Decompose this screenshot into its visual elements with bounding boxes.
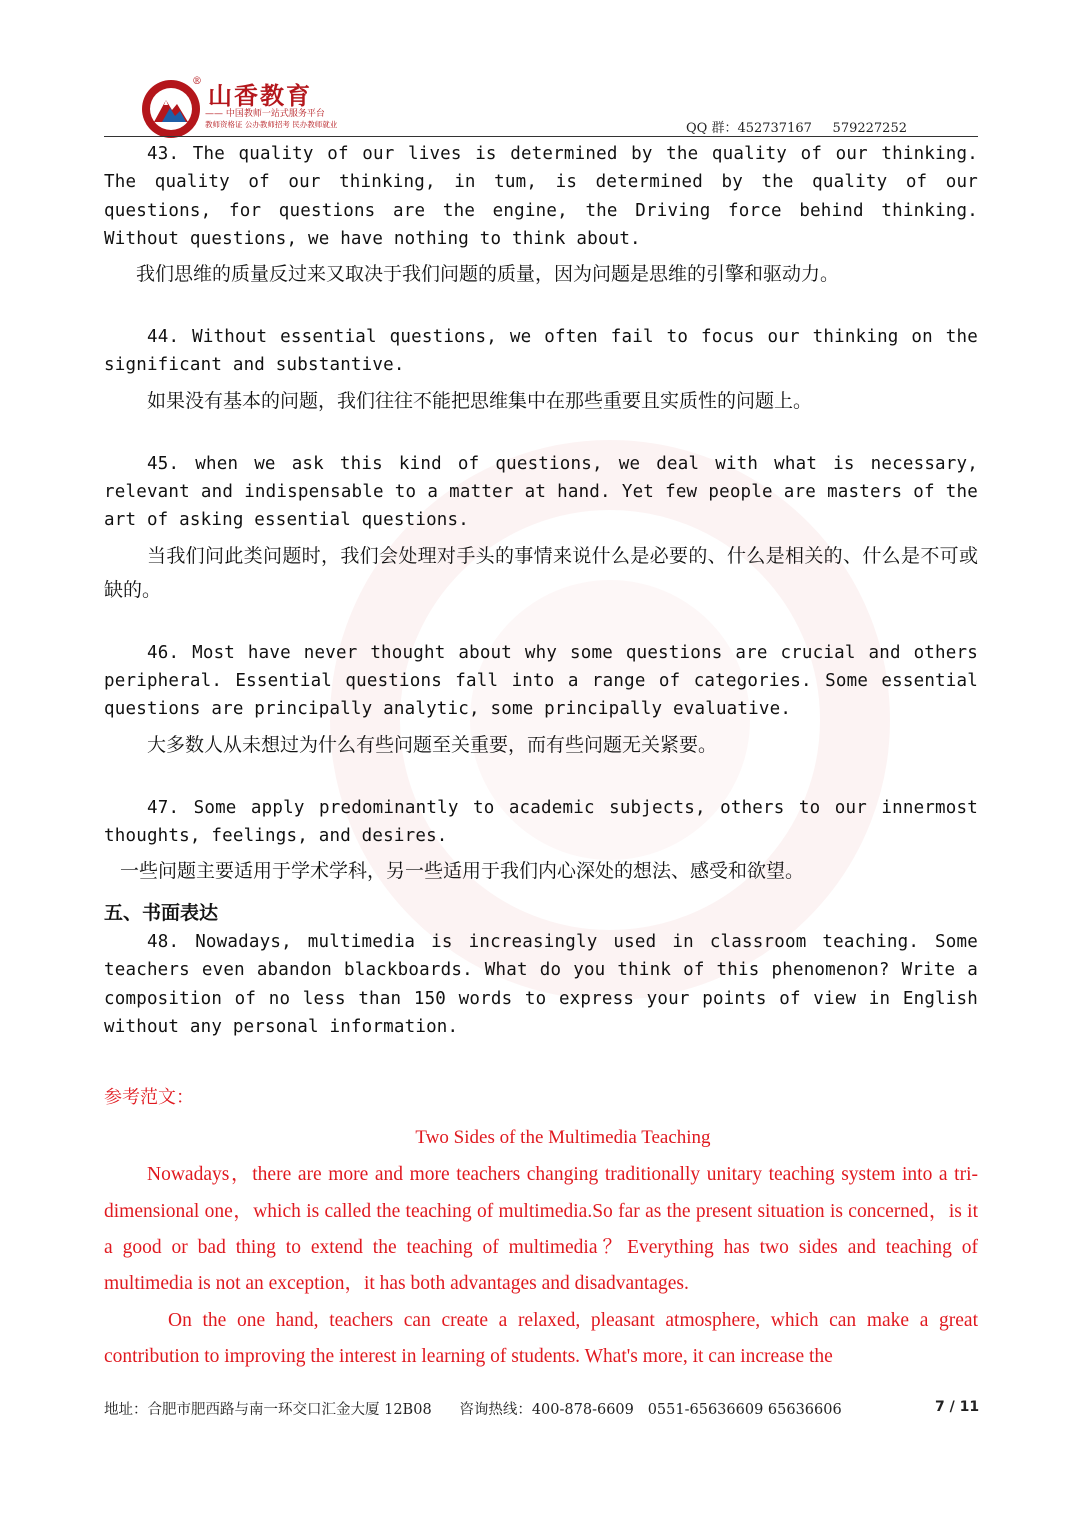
question-text-en: 45. when we ask this kind of questions, we deal with what is necessary, relevant and indispensable to a matter at hand. Yet few people are masters of the art of asking essential questions.	[104, 453, 978, 531]
footer-address: 地址：合肥市肥西路与南一环交口汇金大厦 12B08 咨询热线：400-878-6609 0551-65636609 65636606	[104, 1402, 842, 1418]
spacer	[104, 607, 978, 639]
question-text-en: 47. Some apply predominantly to academic subjects, others to our innermost thoughts, feelings, and desires.	[104, 797, 978, 846]
writing-prompt: 48. Nowadays, multimedia is increasingly used in classroom teaching. Some teachers even abandon blackboards. What do you think of this phenomenon? Write a composition of no less than 150 words to express your points of view in English without any personal information.	[104, 932, 978, 1038]
question-43	[104, 140, 978, 291]
essay-title: Two Sides of the Multimedia Teaching	[415, 1127, 711, 1149]
reference-label: 参考范文：	[104, 1087, 194, 1109]
question-translation-zh: 大多数人从未想过为什么有些问题至关重要，而有些问题无关紧要。	[147, 733, 718, 756]
essay-paragraph: On the one hand, teachers can create a relaxed, pleasant atmosphere, which can make a great contribution to improving the interest in learning of students. What's more, it can increase the	[104, 1309, 978, 1367]
brand-sub-slogan: 教师资格证 公办教师招考 民办教师就业	[205, 120, 338, 129]
question-text-en: 43. The quality of our lives is determined by the quality of our thinking. The quality of our thinking, in tum, is determined by the quality of our questions, for questions are the engine, the Driving force behind thinking. Without questions, we have nothing to think about.	[104, 144, 978, 249]
question-translation-zh: 我们思维的质量反过来又取决于我们问题的质量，因为问题是思维的引擎和驱动力。	[136, 263, 840, 286]
question-44	[104, 323, 978, 418]
spacer	[104, 291, 978, 323]
spacer	[104, 418, 978, 450]
page-content	[104, 140, 978, 1375]
qq-group-numbers: QQ 群：452737167 579227252	[686, 121, 907, 136]
essay-paragraph: Nowadays，there are more and more teachers changing traditionally unitary teaching system into a tri-dimensional one，which is called the teaching of multimedia.So far as the present situation is concerned，is it a good or bad thing to extend the teaching of multimedia？Everything has two sides and teaching of multimedia is not an exception，it has both advantages and disadvantages.	[104, 1164, 978, 1295]
question-47	[104, 794, 978, 889]
section-title: 五、书面表达	[104, 902, 219, 925]
question-text-en: 44. Without essential questions, we often fail to focus our thinking on the significant and substantive.	[104, 327, 978, 376]
question-45	[104, 450, 978, 607]
mountain-logo-icon	[140, 78, 202, 140]
question-46	[104, 639, 978, 762]
page-header	[0, 0, 1080, 140]
spacer	[104, 762, 978, 794]
question-translation-zh: 当我们问此类问题时，我们会处理对手头的事情来说什么是必要的、什么是相关的、什么是不可或缺的。	[104, 544, 978, 601]
question-translation-zh: 如果没有基本的问题，我们往往不能把思维集中在那些重要且实质性的问题上。	[147, 389, 813, 412]
page-number: 7 / 11	[935, 1399, 980, 1415]
header-divider	[104, 136, 978, 137]
question-text-en: 46. Most have never thought about why some questions are crucial and others peripheral. Essential questions fall into a range of categories. Some essential questions are principally analytic, some principally evaluative.	[104, 642, 978, 720]
question-translation-zh: 一些问题主要适用于学术学科，另一些适用于我们内心深处的想法、感受和欲望。	[120, 860, 805, 883]
registered-mark: ®	[192, 76, 202, 87]
brand-slogan: —— 中国教师一站式服务平台	[205, 109, 325, 119]
brand-name: 山香教育	[208, 82, 312, 110]
